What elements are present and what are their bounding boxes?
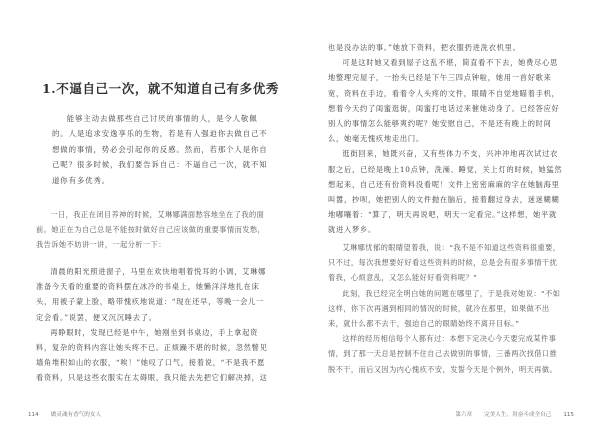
running-chapter-label: 第六章: [455, 412, 473, 418]
paragraph: 一日，我正在闭目养神的时候，艾琳娜满面愁容地坐在了我的面前。她正在为自己总是不能按时做好自己应该做的重要事情而发愁，我告诉她不妨讲一讲，一起分析一下：: [36, 210, 266, 250]
paragraph: 再睁眼时，发现已经是中午，她刚坐到书桌边，手上拿起资料，复杂的资料内容让她头疼不已。正烦躁不堪的时候，忽然瞥见墙角堆积如山的衣服，“唉！”她叹了口气，接着说，“不是我不愿看资料，只是这些衣服实在太碍眼，我只能去先把它们解决掉，这: [36, 327, 268, 383]
paragraph: 此刻，我已经完全明白她的问题在哪里了，于是我对她说：“不如这样，你下次再遇到相同的情况的时候，就冷在那里，如果做不出来，就什么都不去干，强迫自己的眼睛始终不离开目标。”: [328, 288, 561, 329]
paragraph: 也是没办法的事。”她放下资料，把衣服扔进洗衣机里。: [328, 43, 521, 52]
right-page: [300, 0, 600, 434]
chapter-title: 1.不逼自己一次，就不知道自己有多优秀: [42, 81, 279, 96]
paragraph: 清晨的阳光照进窗子，马里在欢快地唱着悦耳的小调，艾琳娜准备今天看的重要的资料摆在冰冷的书桌上，她懒洋洋地扎在床头，用被子蒙上脸，略带愧疚地说道：“现在还早，等晚一会儿一定会看。”说罢，便又沉沉睡去了。: [36, 267, 267, 322]
page-number: 115: [563, 412, 574, 418]
paragraph: 可是这时她又看到屋子这乱不堪，简直看不下去，她费尽心思地整理完屋子，一抬头已经是下午三四点钟啦，她用一首好歌来宽，资料在手边，看着令人头疼的文件，眼睛不自觉地瞄着手机，想着今天约了闺蜜逛街，闺蜜打电话过来催她动身了。已经答应好别人的事情怎么能够爽约呢？她安慰自己，不是还有晚上的时间么，她毫无愧疚地走出门。: [328, 58, 560, 144]
story-text: [328, 40, 564, 238]
running-book-title: 做灵魂有香气的女人: [50, 412, 102, 418]
paragraph: 这样的经历相信每个人都有过：本想下定决心今天要完成某件事情，到了那一天总是控制不住自己去做别的事情，三番两次找借口推脱不干，而后又因为内心愧疚不安，发誓今天是个例外，明天再做。: [328, 334, 558, 374]
running-chapter-name: 完美人生，用奋斗成全自己: [484, 412, 552, 418]
body-text: [36, 207, 270, 253]
paragraph: 艾琳娜忧郁的眼睛望着我，说：“我不是不知道这些资料很重要，只不过，每次我想要好好看这些资料的时候，总是会有很多事情干扰着我，心烦意乱，又怎么能好好看资料呢？”: [328, 243, 561, 283]
page-footer: [28, 410, 101, 418]
body-text: [328, 240, 564, 377]
story-text: [36, 264, 270, 386]
paragraph: 逛街回来，她既兴奋，又有些体力不支，兴冲冲地再次试过衣服之后，已经是晚上10点钟，洗澡、睡觉，关上灯的时候，她猛然想起来，自己还有份资料没看呢！文件上密密麻麻的字在她脑海里叫嚣，抄呗，她把别人的文件抛在脑后，接着翻过身去，迷迷糊糊地嘟嚷着：“算了，明天再说吧，明天一定看完。”这样想，她平就就进入梦乡。: [328, 149, 563, 235]
page-number: 114: [28, 412, 39, 418]
page-footer: [455, 410, 574, 418]
intro-paragraph: 能够主动去做那些自己讨厌的事情的人，是令人敬佩的。人是追求安逸享乐的生物，若是有人强迫你去做自己不想做的事情，势必会引起你的反感。然而，若那个人是你自己呢？很多时候，我们要告诉自己：不逼自己一次，就不知道你有多优秀。: [52, 114, 268, 185]
